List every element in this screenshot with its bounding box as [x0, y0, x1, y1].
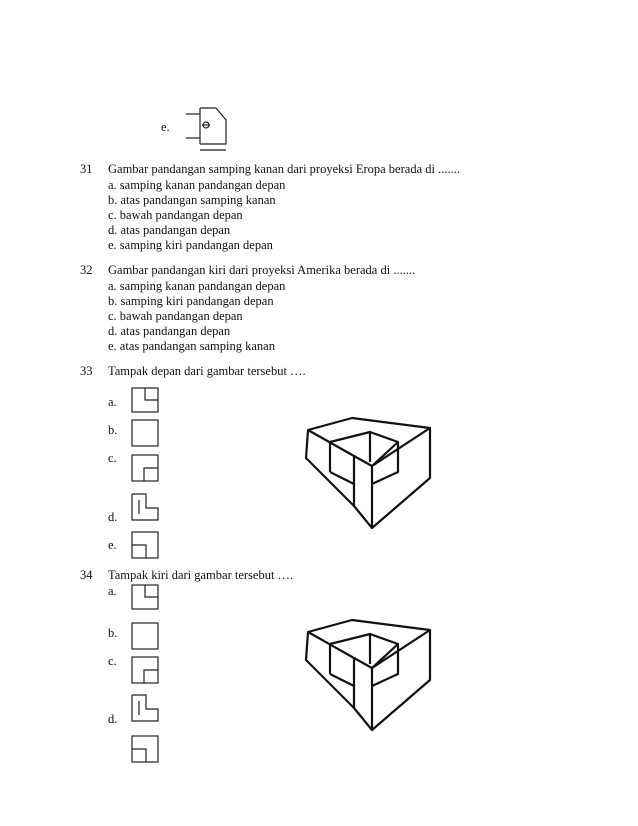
view-option-c-drawing[interactable]	[132, 657, 158, 683]
option-d[interactable]: d. atas pandangan depan	[108, 324, 231, 338]
option-e[interactable]: e. samping kiri pandangan depan	[108, 238, 273, 252]
view-option-c-drawing[interactable]	[132, 455, 158, 481]
view-option-e-drawing[interactable]	[132, 736, 158, 762]
question-number: 32	[80, 263, 93, 277]
projection-drawing-e	[186, 108, 228, 150]
option-b[interactable]: b. atas pandangan samping kanan	[108, 193, 276, 207]
view-option-e-drawing[interactable]	[132, 532, 158, 558]
option-a[interactable]: a. samping kanan pandangan depan	[108, 279, 286, 293]
option-c[interactable]: c. bawah pandangan depan	[108, 309, 243, 323]
question-text: Gambar pandangan kiri dari proyeksi Amerika berada di .......	[108, 263, 416, 277]
option-e[interactable]: e.	[108, 538, 117, 552]
option-a[interactable]: a.	[108, 395, 117, 409]
view-option-d-drawing[interactable]	[132, 494, 158, 520]
view-option-a-drawing[interactable]	[132, 388, 158, 412]
question-text: Tampak depan dari gambar tersebut ….	[108, 364, 306, 378]
option-c[interactable]: c. bawah pandangan depan	[108, 208, 243, 222]
question-number: 33	[80, 364, 93, 378]
option-b[interactable]: b.	[108, 423, 118, 437]
option-c[interactable]: c.	[108, 654, 117, 668]
question-text: Gambar pandangan samping kanan dari proyeksi Eropa berada di .......	[108, 162, 460, 176]
question-number: 34	[80, 568, 93, 582]
option-a[interactable]: a.	[108, 584, 117, 598]
option-e-label: e.	[161, 120, 170, 134]
option-c[interactable]: c.	[108, 451, 117, 465]
option-e[interactable]: e. atas pandangan samping kanan	[108, 339, 275, 353]
option-d[interactable]: d.	[108, 712, 118, 726]
question-number: 31	[80, 162, 93, 176]
view-option-a-drawing[interactable]	[132, 585, 158, 609]
option-d[interactable]: d.	[108, 510, 118, 524]
isometric-object-drawing	[300, 418, 440, 530]
question-text: Tampak kiri dari gambar tersebut ….	[108, 568, 294, 582]
isometric-object-drawing	[300, 620, 440, 732]
option-b[interactable]: b. samping kiri pandangan depan	[108, 294, 274, 308]
view-option-b-drawing[interactable]	[132, 420, 158, 446]
view-option-b-drawing[interactable]	[132, 623, 158, 649]
view-option-d-drawing[interactable]	[132, 695, 158, 721]
option-d[interactable]: d. atas pandangan depan	[108, 223, 231, 237]
option-b[interactable]: b.	[108, 626, 118, 640]
option-a[interactable]: a. samping kanan pandangan depan	[108, 178, 286, 192]
